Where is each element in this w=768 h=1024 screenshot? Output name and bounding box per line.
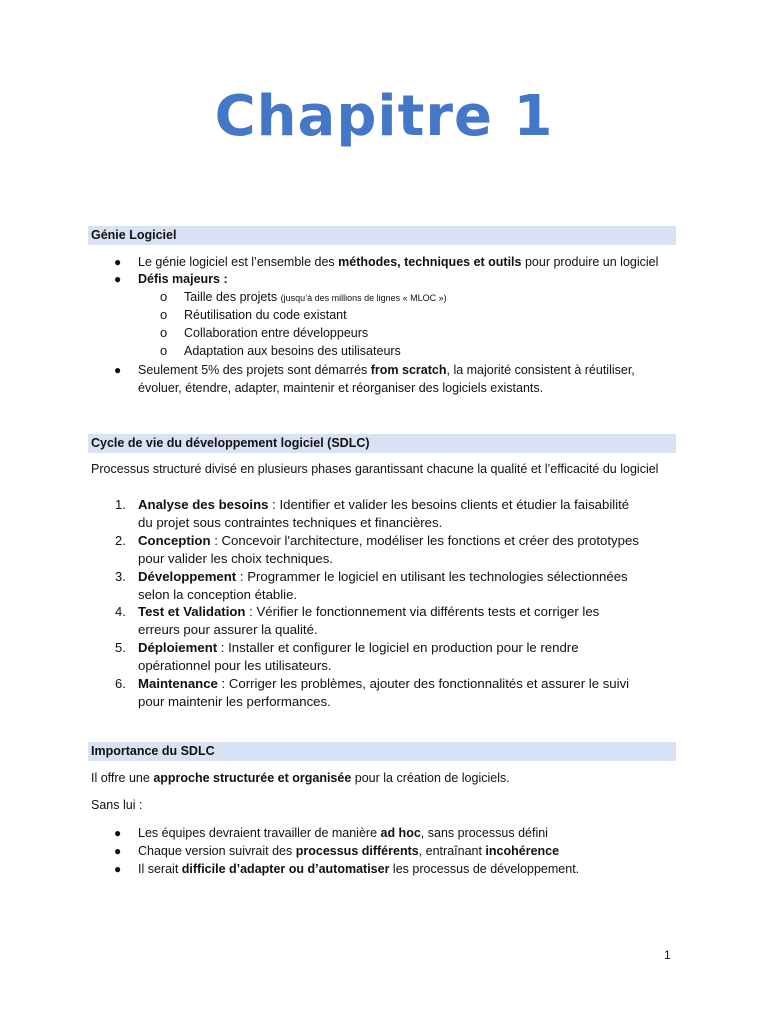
- sub-bullet-icon: o: [160, 343, 168, 358]
- genie-subitem-2: Réutilisation du code existant: [184, 308, 347, 322]
- sdlc-step-4: Test et Validation : Vérifier le fonctionnement via différents tests et corriger les erreurs pour assurer la qualité.: [138, 604, 600, 637]
- importance-paragraph: Il offre une approche structurée et organisée pour la création de logiciels.: [91, 771, 510, 785]
- importance-bullet-1: Les équipes devraient travailler de manière ad hoc, sans processus défini: [138, 826, 548, 840]
- sdlc-step-3: Développement : Programmer le logiciel en utilisant les technologies sélectionnées selon la conception établie.: [138, 569, 628, 602]
- page-number: 1: [664, 948, 671, 962]
- chapter-title: Chapitre 1: [214, 84, 554, 149]
- genie-subitem-4: Adaptation aux besoins des utilisateurs: [184, 344, 401, 358]
- step-number: 4.: [115, 604, 126, 619]
- bullet-icon: ●: [114, 844, 122, 858]
- genie-subitem-3: Collaboration entre développeurs: [184, 326, 369, 340]
- sdlc-step-1: Analyse des besoins : Identifier et valider les besoins clients et étudier la faisabilité du projet sous contraintes techniques et financières.: [138, 497, 630, 530]
- bullet-icon: ●: [114, 363, 122, 377]
- bullet-icon: ●: [114, 255, 122, 269]
- sub-bullet-icon: o: [160, 289, 168, 304]
- step-number: 5.: [115, 640, 126, 655]
- section-header-importance: Importance du SDLC: [88, 742, 676, 761]
- sdlc-step-2: Conception : Concevoir l'architecture, modéliser les fonctions et créer des prototypes pour valider les choix techniques.: [138, 533, 639, 566]
- step-number: 3.: [115, 569, 126, 584]
- genie-bullet-3-line2: évoluer, étendre, adapter, maintenir et réorganiser des logiciels existants.: [138, 381, 544, 395]
- step-number: 1.: [115, 497, 126, 512]
- section-header-genie-logiciel: Génie Logiciel: [88, 226, 676, 245]
- sdlc-step-5: Déploiement : Installer et configurer le logiciel en production pour le rendre opérationnel pour les utilisateurs.: [138, 640, 579, 673]
- bullet-icon: ●: [114, 272, 122, 286]
- genie-bullet-1: Le génie logiciel est l’ensemble des méthodes, techniques et outils pour produire un logiciel: [138, 255, 659, 269]
- sdlc-step-6: Maintenance : Corriger les problèmes, ajouter des fonctionnalités et assurer le suivi pour maintenir les performances.: [138, 676, 630, 709]
- step-number: 6.: [115, 676, 126, 691]
- bullet-icon: ●: [114, 862, 122, 876]
- sdlc-intro: Processus structuré divisé en plusieurs phases garantissant chacune la qualité et l’efficacité du logiciel: [91, 462, 659, 476]
- importance-sans-lui: Sans lui :: [91, 798, 143, 812]
- step-number: 2.: [115, 533, 126, 548]
- importance-bullet-3: Il serait difficile d’adapter ou d’automatiser les processus de développement.: [138, 862, 580, 876]
- section-header-sdlc: Cycle de vie du développement logiciel (SDLC): [88, 434, 676, 453]
- genie-bullet-2: Défis majeurs :: [138, 272, 228, 286]
- sub-bullet-icon: o: [160, 307, 168, 322]
- bullet-icon: ●: [114, 826, 122, 840]
- genie-subitem-1: Taille des projets (jusqu’à des millions de lignes « MLOC »): [184, 290, 447, 304]
- importance-bullet-2: Chaque version suivrait des processus différents, entraînant incohérence: [138, 844, 560, 858]
- genie-bullet-3: Seulement 5% des projets sont démarrés from scratch, la majorité consistent à réutiliser,: [138, 363, 635, 377]
- sub-bullet-icon: o: [160, 325, 168, 340]
